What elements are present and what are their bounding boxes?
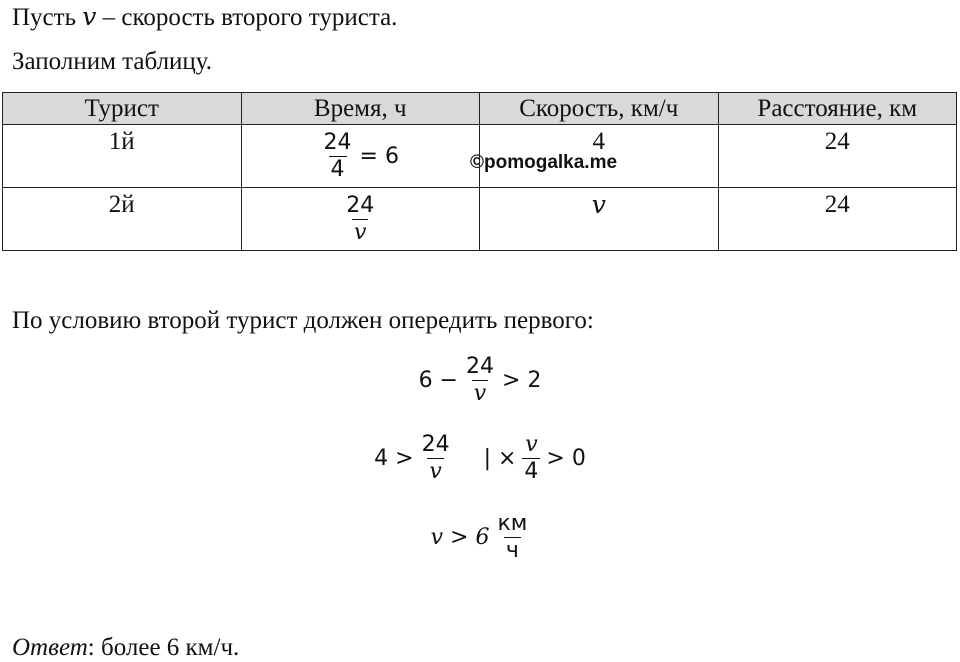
eq2-right: > 0 — [546, 446, 586, 471]
fraction-numerator: км — [497, 511, 528, 536]
eq1-fraction — [464, 354, 496, 407]
cell-tourist: 2й — [3, 188, 242, 251]
fraction-denominator: 4 — [524, 459, 539, 484]
fraction-denominator: v — [354, 220, 367, 245]
header-tourist: Турист — [3, 93, 242, 125]
fraction-numerator: 24 — [323, 130, 352, 155]
fraction-numerator: 24 — [466, 354, 494, 379]
cell-distance: 24 — [718, 125, 957, 188]
equation-3 — [0, 511, 960, 564]
header-time: Время, ч — [241, 93, 480, 125]
time-equals: = 6 — [359, 143, 399, 169]
cell-time — [241, 188, 480, 251]
equation-1 — [0, 354, 960, 407]
answer-label: Ответ — [12, 634, 88, 661]
eq2-fraction — [420, 432, 452, 485]
table-header-row — [3, 93, 957, 125]
cell-speed: 4 — [480, 125, 719, 188]
header-distance: Расстояние, км — [718, 93, 957, 125]
fraction-denominator: v — [473, 381, 487, 406]
fraction-denominator: ч — [505, 538, 519, 563]
fraction-denominator: 4 — [330, 157, 345, 182]
intro-line-2: Заполним таблицу. — [12, 48, 213, 75]
intro-text-post: – скорость второго туриста. — [96, 4, 398, 31]
eq2-multiplier: | × — [483, 446, 517, 471]
intro-text-pre: Пусть — [12, 4, 83, 31]
answer-text: : более 6 км/ч. — [87, 634, 240, 661]
eq1-right: > 2 — [502, 368, 542, 393]
cell-distance: 24 — [718, 188, 957, 251]
intro-line-1 — [12, 2, 397, 32]
eq2-left: 4 > — [374, 446, 414, 471]
eq1-left: 6 − — [418, 368, 458, 393]
cell-tourist: 1й — [3, 125, 242, 188]
header-speed: Скорость, км/ч — [480, 93, 719, 125]
fraction-numerator: 24 — [421, 432, 450, 457]
eq2-fraction-2 — [522, 432, 540, 485]
eq3-left: v > 6 — [430, 525, 490, 550]
equation-2 — [0, 432, 960, 485]
condition-text: По условию второй турист должен опередить первого: — [12, 307, 594, 334]
fraction-numerator: v — [525, 432, 538, 457]
time-expression — [344, 193, 376, 246]
table-row — [3, 188, 957, 251]
time-expression — [322, 130, 399, 183]
time-fraction — [322, 130, 354, 183]
eq3-unit-fraction — [495, 511, 529, 564]
speed-variable: v — [591, 190, 606, 219]
watermark: ©pomogalka.me — [470, 152, 618, 173]
fraction-numerator: 24 — [346, 193, 375, 218]
answer-line — [12, 634, 239, 662]
fraction-denominator: v — [429, 459, 442, 484]
time-fraction — [344, 193, 376, 246]
cell-speed — [480, 188, 719, 251]
variable-v: v — [82, 2, 97, 31]
cell-time — [241, 125, 480, 188]
